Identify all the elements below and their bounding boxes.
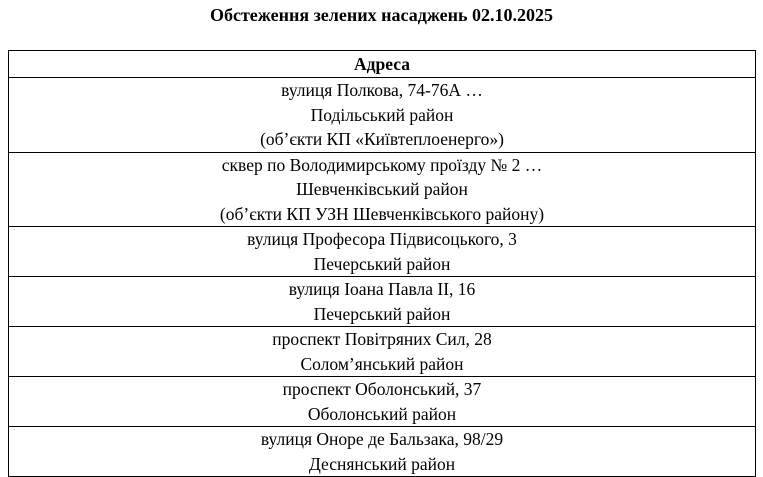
table-row (9, 277, 756, 327)
table-row (9, 377, 756, 427)
district-name: Подільський район (310, 104, 454, 125)
district-name: Деснянський район (308, 453, 456, 474)
street-address: вулиця Іоана Павла ІІ, 16 (288, 279, 476, 299)
street-address: проспект Повітряних Сил, 28 (272, 329, 492, 349)
street-address: вулиця Полкова, 74-76А … (281, 80, 483, 100)
address-table (8, 50, 756, 477)
district-name: Оболонський район (307, 403, 457, 424)
address-column-header: Адреса (9, 51, 756, 78)
address-cell (9, 327, 756, 377)
object-owner-note: (об’єкти КП УЗН Шевченківського району) (219, 203, 545, 224)
address-cell (9, 152, 756, 227)
object-owner-note: (об’єкти КП «Київтеплоенерго») (260, 129, 504, 149)
address-cell (9, 377, 756, 427)
address-cell (9, 227, 756, 277)
table-row (9, 327, 756, 377)
street-address: сквер по Володимирському проїзду № 2 … (221, 154, 543, 175)
street-address: вулиця Оноре де Бальзака, 98/29 (260, 429, 504, 449)
district-name: Солом’янський район (300, 353, 464, 374)
document-title: Обстеження зелених насаджень 02.10.2025 (209, 5, 554, 25)
address-cell (9, 277, 756, 327)
district-name: Печерський район (313, 303, 451, 324)
address-cell (9, 427, 756, 477)
table-row (9, 78, 756, 153)
street-address: вулиця Професора Підвисоцького, 3 (247, 229, 517, 249)
table-header-row (9, 51, 756, 78)
street-address: проспект Оболонський, 37 (282, 379, 482, 399)
table-row (9, 152, 756, 227)
table-row (9, 227, 756, 277)
district-name: Печерський район (313, 253, 451, 274)
address-cell (9, 78, 756, 153)
district-name: Шевченківський район (296, 179, 468, 199)
table-row (9, 427, 756, 477)
